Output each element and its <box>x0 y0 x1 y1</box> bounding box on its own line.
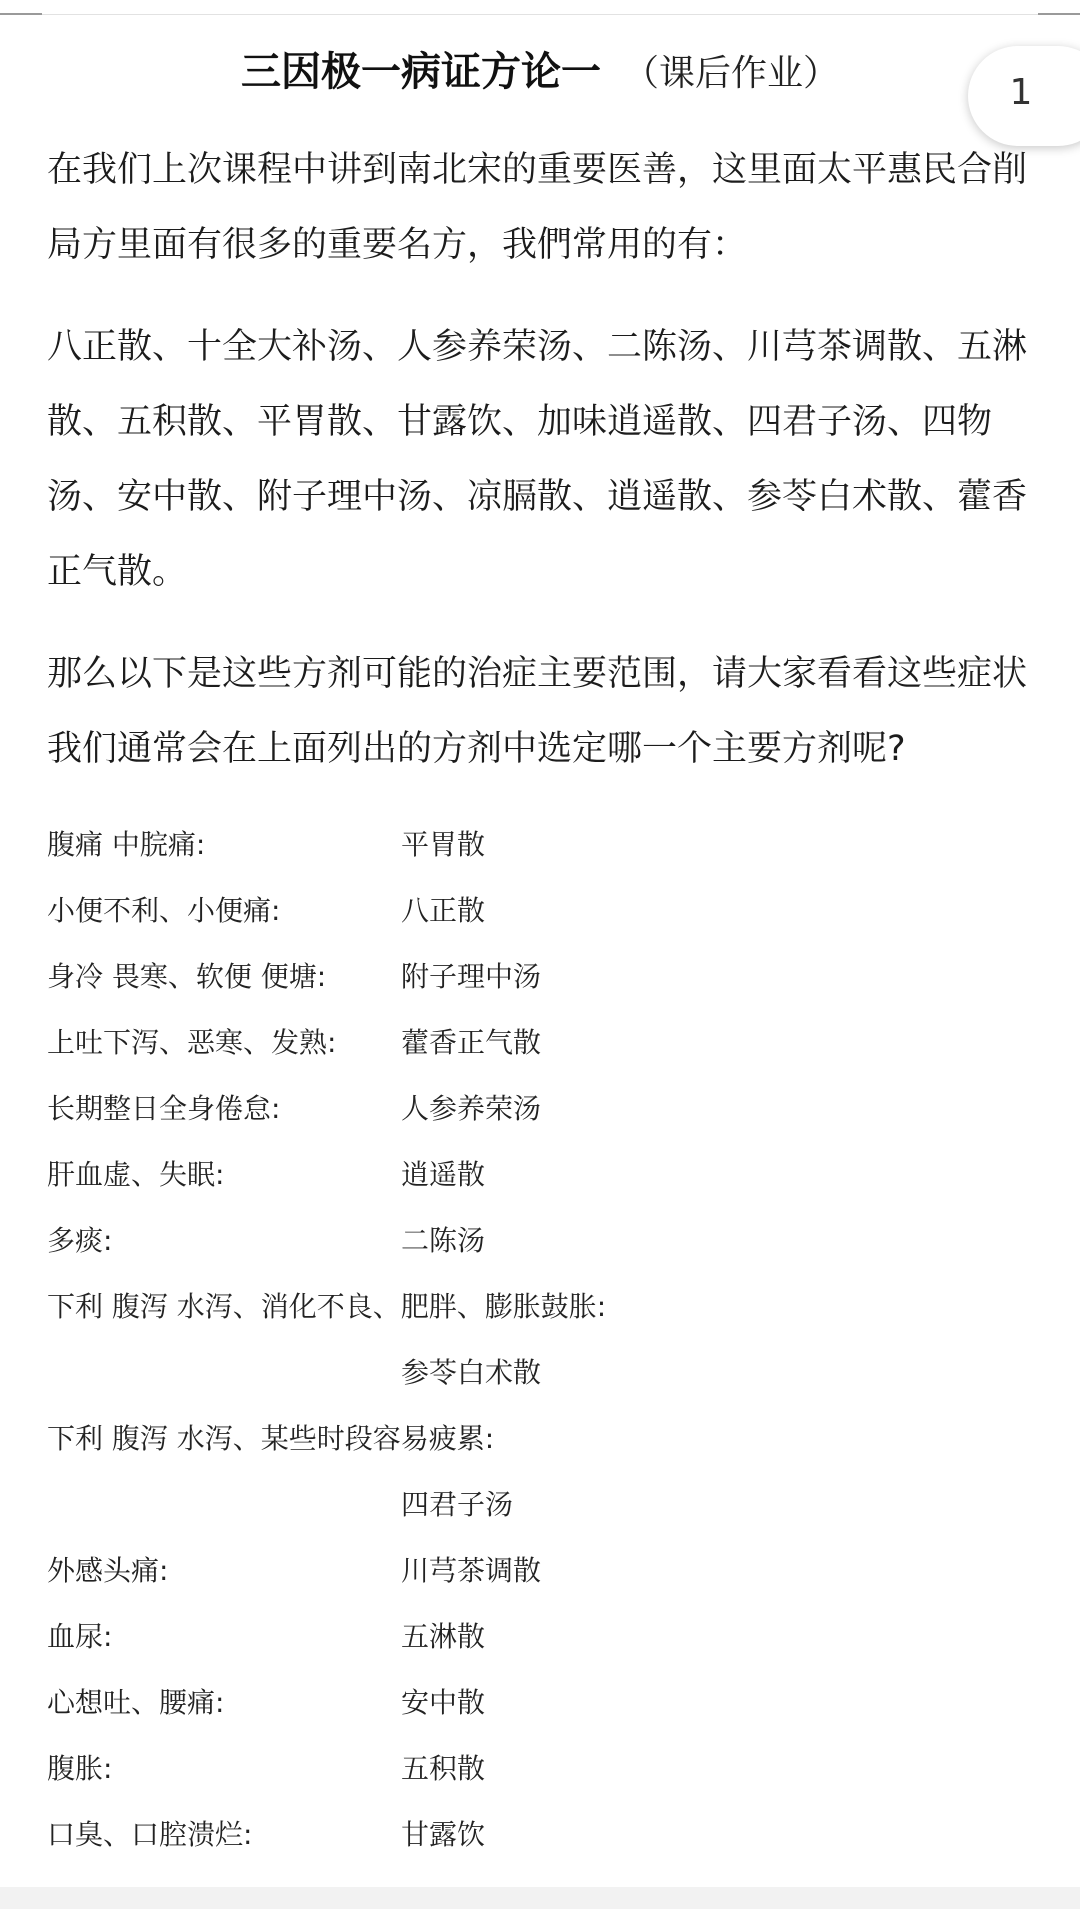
list-item <box>47 1602 1037 1668</box>
formula-answer: 平胃散 <box>401 828 486 861</box>
question-paragraph: 那么以下是这些方剂可能的治症主要范围，请大家看看这些症状我们通常会在上面列出的方剂中选定哪一个主要方剂呢? <box>47 654 1028 769</box>
list-item <box>47 876 1037 942</box>
list-item <box>47 1140 1037 1206</box>
list-item <box>47 1404 1037 1470</box>
symptom-text: 心想吐、腰痛: <box>47 1686 225 1719</box>
symptom-text: 多痰: <box>47 1224 113 1257</box>
top-divider <box>0 14 1080 15</box>
top-divider-left-cap <box>0 13 42 15</box>
document-title <box>0 40 1080 97</box>
symptom-text: 肝血虚、失眠: <box>47 1158 225 1191</box>
page-number: 1 <box>1009 72 1033 113</box>
list-item <box>47 1338 1037 1404</box>
formula-answer: 附子理中汤 <box>401 960 542 993</box>
list-item <box>47 1800 1037 1866</box>
top-divider-right-cap <box>1038 13 1080 15</box>
formula-answer: 川芎茶调散 <box>401 1554 542 1587</box>
title-main: 三因极一病证方论一 <box>240 49 601 95</box>
formula-answer: 参苓白术散 <box>401 1356 542 1389</box>
title-subtitle: （课后作业） <box>622 53 839 94</box>
symptom-text: 口臭、口腔溃烂: <box>47 1818 253 1851</box>
symptom-text: 下利 腹泻 水泻、消化不良、肥胖、膨胀鼓胀: <box>47 1290 607 1323</box>
list-item <box>47 1470 1037 1536</box>
formula-answer: 逍遥散 <box>401 1158 486 1191</box>
list-item <box>47 1074 1037 1140</box>
intro-paragraph: 在我们上次课程中讲到南北宋的重要医善，这里面太平惠民合削局方里面有很多的重要名方，我們常用的有： <box>47 150 1028 265</box>
symptom-text: 下利 腹泻 水泻、某些时段容易疲累: <box>47 1422 495 1455</box>
formula-answer: 五淋散 <box>401 1620 486 1653</box>
formula-answer: 甘露饮 <box>401 1818 486 1851</box>
symptom-text: 身冷 畏寒、软便 便塘: <box>47 960 327 993</box>
formula-answer: 二陈汤 <box>401 1224 486 1257</box>
formula-answer: 安中散 <box>401 1686 486 1719</box>
symptom-text: 上吐下泻、恶寒、发熟: <box>47 1026 337 1059</box>
formula-answer: 人参养荣汤 <box>401 1092 542 1125</box>
list-item <box>47 1668 1037 1734</box>
list-item <box>47 1206 1037 1272</box>
symptom-text: 腹胀: <box>47 1752 113 1785</box>
list-item <box>47 1272 1037 1338</box>
symptom-text: 腹痛 中脘痛: <box>47 828 206 861</box>
formula-answer: 藿香正气散 <box>401 1026 542 1059</box>
formula-answer: 八正散 <box>401 894 486 927</box>
page-number-badge[interactable] <box>968 46 1080 146</box>
formula-answer: 五积散 <box>401 1752 486 1785</box>
symptom-formula-list <box>47 810 1037 1866</box>
symptom-text: 长期整日全身倦怠: <box>47 1092 281 1125</box>
list-item <box>47 1008 1037 1074</box>
formula-list-paragraph: 八正散、十全大补汤、人参养荣汤、二陈汤、川芎茶调散、五淋散、五积散、平胃散、甘露饮、加味逍遥散、四君子汤、四物汤、安中散、附子理中汤、凉膈散、逍遥散、参苓白术散、藿香正气散。 <box>47 327 1028 592</box>
bottom-bar <box>0 1887 1080 1909</box>
list-item <box>47 942 1037 1008</box>
symptom-text: 外感头痛: <box>47 1554 169 1587</box>
formula-answer: 四君子汤 <box>401 1488 514 1521</box>
list-item <box>47 1536 1037 1602</box>
symptom-text: 血尿: <box>47 1620 113 1653</box>
list-item <box>47 810 1037 876</box>
list-item <box>47 1734 1037 1800</box>
symptom-text: 小便不利、小便痛: <box>47 894 281 927</box>
